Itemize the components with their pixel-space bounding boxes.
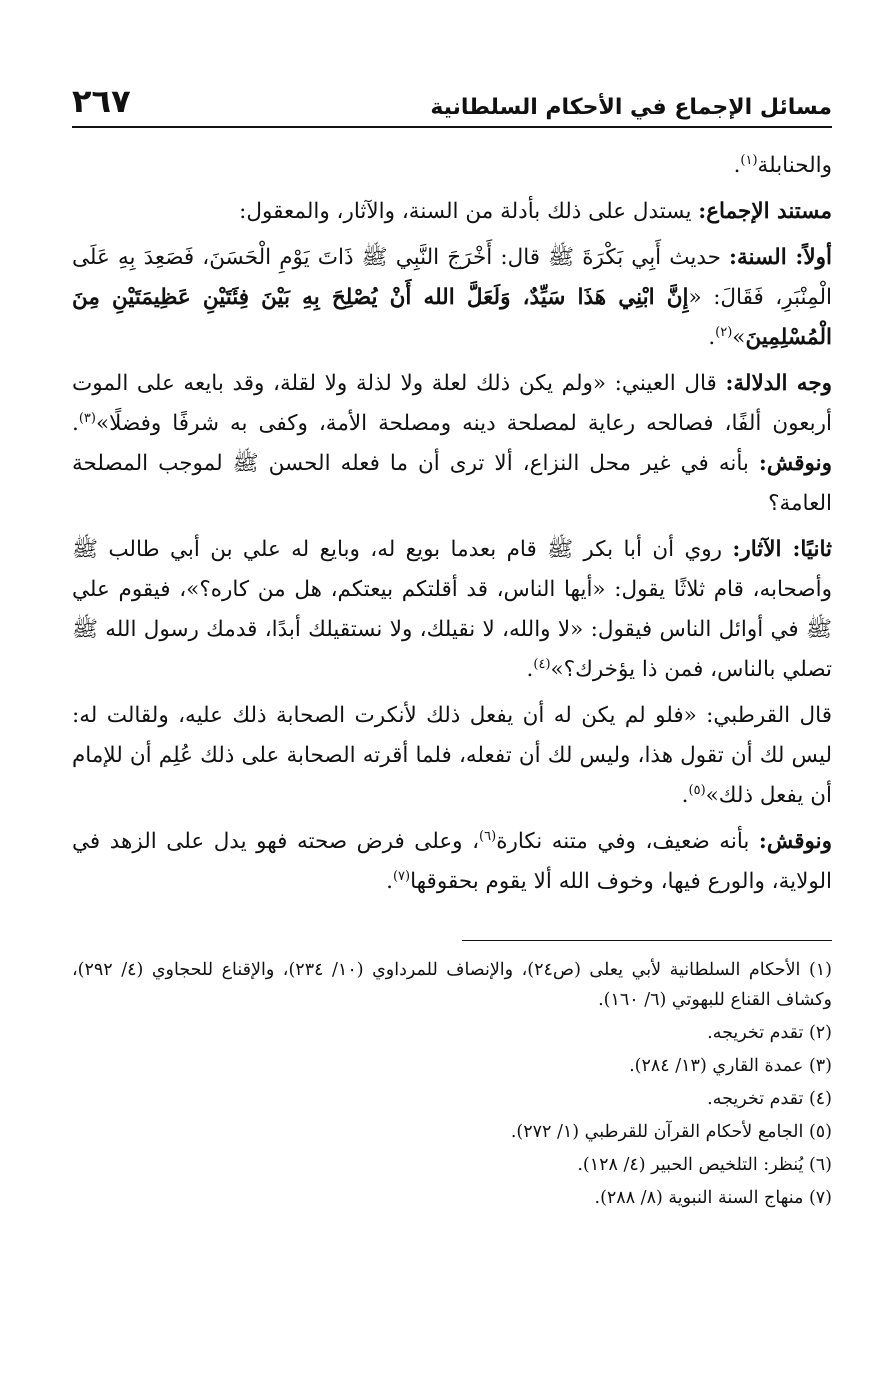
paragraph-evidence: وجه الدلالة: قال العيني: «ولم يكن ذلك لعلة ولا لذلة ولا لقلة، وقد بايعه على الموت أربعون ألفًا، فصالحه رعاية لمصلحة دينه ومصلحة الأمة، وكفى به شرفًا وفضلًا»$^{(٣)}$. ونوقش: بأنه في غير محل النزاع، ألا ترى أن ما فعله الحسن ﷺ لموجب المصلحة العامة؟ xyxy=(72,371,832,516)
footnote-ref: (٥) xyxy=(688,782,706,798)
footnote: (٥) الجامع لأحكام القرآن للقرطبي (١/ ٢٧٢). xyxy=(510,1122,832,1142)
footnote: (٧) منهاج السنة النبوية (٨/ ٢٨٨). xyxy=(594,1188,832,1208)
section-heading: أولاً: السنة: xyxy=(729,245,832,270)
footnote: (١) الأحكام السلطانية لأبي يعلى (ص٢٤)، والإنصاف للمرداوي (١٠/ ٢٣٤)، والإقناع للحجاوي (٤/ ٢٩٢)، وكشاف القناع للبهوتي (٦/ ١٦٠). xyxy=(72,960,832,1010)
page-header xyxy=(72,70,832,128)
footnote: (٣) عمدة القاري (١٣/ ٢٨٤). xyxy=(629,1056,832,1076)
footnote-ref: (١) xyxy=(740,152,758,168)
footnote-ref: (٢) xyxy=(715,324,733,340)
footnote-ref: (٧) xyxy=(392,868,411,884)
main-text xyxy=(72,146,832,902)
section-heading: مستند الإجماع: xyxy=(698,199,832,224)
section-heading: ونوقش: xyxy=(758,829,833,854)
section-heading: وجه الدلالة: xyxy=(725,371,832,396)
hadith-quote: إِنَّ ابْنِي هَذَا سَيِّدٌ، وَلَعَلَّ الله أَنْ يُصْلِحَ بِهِ بَيْنَ فِئَتَيْنِ عَظِيمَتَيْنِ مِنَ الْمُسْلِمِينَ xyxy=(72,285,832,350)
footnote-ref: (٤) xyxy=(533,656,551,672)
paragraph-ijma-basis: مستند الإجماع: يستدل على ذلك بأدلة من السنة، والآثار، والمعقول: xyxy=(239,199,832,224)
footnote-ref: (٣) xyxy=(78,410,96,426)
book-page xyxy=(72,70,832,1216)
footnote-ref: (٦) xyxy=(479,828,497,844)
paragraph-sunnah: أولاً: السنة: حديث أَبِي بَكْرَةَ ﷺ قال: أَخْرَجَ النَّبِي ﷺ ذَاتَ يَوْمِ الْحَسَنَ، فَصَعِدَ بِهِ عَلَى الْمِنْبَرِ، فَقَالَ: «إِنَّ ابْنِي هَذَا سَيِّدٌ، وَلَعَلَّ الله أَنْ يُصْلِحَ بِهِ بَيْنَ فِئَتَيْنِ عَظِيمَتَيْنِ مِنَ الْمُسْلِمِينَ»$^{(٢)}$. xyxy=(72,245,832,350)
paragraph-objection: ونوقش: بأنه ضعيف، وفي متنه نكارة$^{(٦)}$، وعلى فرض صحته فهو يدل على الزهد في الولاية، والورع فيها، وخوف الله ألا يقوم بحقوقها$^{(٧)}$. xyxy=(72,828,833,894)
footnote: (٤) تقدم تخريجه. xyxy=(707,1089,832,1109)
footnote: (٦) يُنظر: التلخيص الحبير (٤/ ١٢٨). xyxy=(577,1155,832,1175)
footnotes xyxy=(72,955,832,1213)
running-title: مسائل الإجماع في الأحكام السلطانية xyxy=(430,95,832,120)
section-heading: ثانيًا: الآثار: xyxy=(732,537,832,562)
paragraph-qurtubi: قال القرطبي: «فلو لم يكن له أن يفعل ذلك لأنكرت الصحابة ذلك عليه، ولقالت له: ليس لك أن تقول هذا، وليس لك أن تفعله، فلما أقرته الصحابة على ذلك عُلِم أن للإمام أن يفعل ذلك»$^{(٥)}$. xyxy=(72,703,832,808)
section-heading: ونوقش: xyxy=(758,451,832,476)
footnote: (٢) تقدم تخريجه. xyxy=(707,1023,832,1043)
paragraph-athar: ثانيًا: الآثار: روي أن أبا بكر ﷺ قام بعدما بويع له، وبايع له علي بن أبي طالب ﷺ وأصحابه، قام ثلاثًا يقول: «أيها الناس، قد أقلتكم بيعتكم، هل من كاره؟»، فيقوم علي ﷺ في أوائل الناس فيقول: «لا والله، لا نقيلك، ولا نستقيلك أبدًا، قدمك رسول الله ﷺ تصلي بالناس، فمن ذا يؤخرك؟»$^{(٤)}$. xyxy=(72,537,832,682)
footnote-separator xyxy=(462,940,832,941)
page-number: ٢٦٧ xyxy=(72,82,131,120)
paragraph-hanabila: والحنابلة$^{(١)}$. xyxy=(733,152,832,178)
